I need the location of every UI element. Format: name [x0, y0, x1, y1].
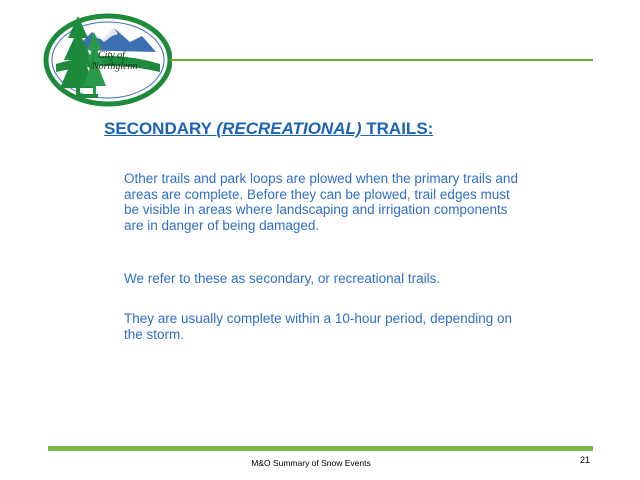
logo-line2: Northglenn	[92, 61, 138, 72]
body-paragraph-3: They are usually complete within a 10-hour period, depending on the storm.	[124, 311, 512, 342]
slide-title	[104, 119, 433, 139]
top-divider	[170, 59, 593, 61]
title-italic-part: (RECREATIONAL)	[216, 119, 362, 138]
body-paragraph-2: We refer to these as secondary, or recreational trails.	[124, 271, 441, 286]
page-number: 21	[580, 455, 591, 465]
logo-line1: City of	[98, 50, 125, 61]
title-part-1: SECONDARY	[104, 119, 217, 138]
logo-initial: N	[76, 44, 97, 77]
bottom-divider	[48, 446, 593, 451]
logo-text	[76, 44, 172, 77]
body-paragraph-1: Other trails and park loops are plowed when the primary trails and areas are complete. Before they can be plowed, trail edges must be visible in areas where landscaping and irrigation components are in danger of being damaged.	[124, 171, 518, 233]
footer-text: M&O Summary of Snow Events	[251, 458, 371, 468]
title-part-2: TRAILS:	[361, 119, 434, 138]
